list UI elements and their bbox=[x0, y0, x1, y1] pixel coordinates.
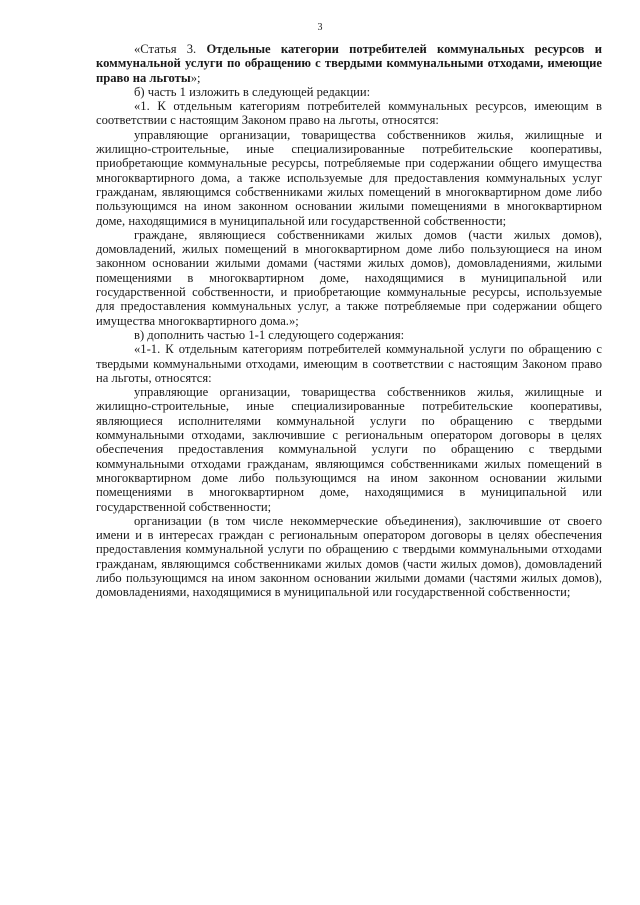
document-body bbox=[96, 42, 602, 600]
paragraph-citizens-owners: граждане, являющиеся собственниками жилых домов (части жилых домов), домовладений, жилых помещений в многоквартирном доме либо пользующиеся на ином законном основании жилыми домами (частями жилых домов), домовладениями, жилыми помещениями в многоквартирном доме, находящимися в муниципальной или государственной собственности, и приобретающие коммунальные ресурсы, используемые для предоставления коммунальных услуг, а также потребляемые при содержании общего имущества многоквартирного дома.»; bbox=[96, 227, 602, 328]
article-heading-title: Отдельные категории потребителей коммунальных ресурсов и коммунальной услуги по обращению с твердыми коммунальными отходами, имеющие право на льготы bbox=[96, 42, 602, 85]
paragraph-management-organizations-waste: управляющие организации, товарищества собственников жилья, жилищные и жилищно-строительные, иные специализированные потребительские кооперативы, являющиеся исполнителями коммунальной услуги по обращению с твердыми коммунальными отходами, заключившие с региональным оператором договоры в целях обеспечения предоставления коммунальной услуги по обращению с твердыми коммунальными отходами гражданам, являющимся собственниками жилых помещений в многоквартирном доме либо пользующимся на ином законном основании жилыми помещениями в многоквартирном доме, находящимися в муниципальной или государственной собственности; bbox=[96, 385, 602, 514]
article-heading bbox=[96, 42, 602, 85]
paragraph-v-intro: в) дополнить частью 1-1 следующего содержания: bbox=[134, 327, 405, 342]
paragraph-b-intro: б) часть 1 изложить в следующей редакции: bbox=[134, 84, 371, 99]
article-heading-prefix: «Статья 3. bbox=[134, 42, 207, 56]
paragraph-organizations-nonprofit: организации (в том числе некоммерческие объединения), заключившие от своего имени и в интересах граждан с региональным оператором договоры в целях обеспечения предоставления коммунальной услуги по обращению с твердыми коммунальными отходами гражданам, являющимся собственниками жилых домов (части жилых домов), домовладений либо пользующимся на ином законном основании жилыми домами (частями жилых домов), домовладениями, находящимися в муниципальной или государственной собственности; bbox=[96, 513, 602, 600]
paragraph-part-1-intro: «1. К отдельным категориям потребителей коммунальных ресурсов, имеющим в соответствии с настоящим Законом право на льготы, относятся: bbox=[96, 99, 602, 128]
paragraph-part-1-1-intro: «1-1. К отдельным категориям потребителей коммунальной услуги по обращению с твердыми коммунальными отходами, имеющим в соответствии с настоящим Законом право на льготы, относятся: bbox=[96, 342, 602, 385]
paragraph-management-organizations: управляющие организации, товарищества собственников жилья, жилищные и жилищно-строительные, иные специализированные потребительские кооперативы, приобретающие коммунальные ресурсы, потребляемые при содержании общего имущества многоквартирного дома, а также используемые для предоставления коммунальных услуг гражданам, являющимся собственниками жилых помещений в многоквартирном доме либо пользующимся на ином законном основании жилыми помещениями в многоквартирном доме, находящимися в муниципальной или государственной собственности; bbox=[96, 127, 602, 228]
page-number: 3 bbox=[317, 22, 323, 33]
article-heading-suffix: »; bbox=[190, 70, 201, 85]
